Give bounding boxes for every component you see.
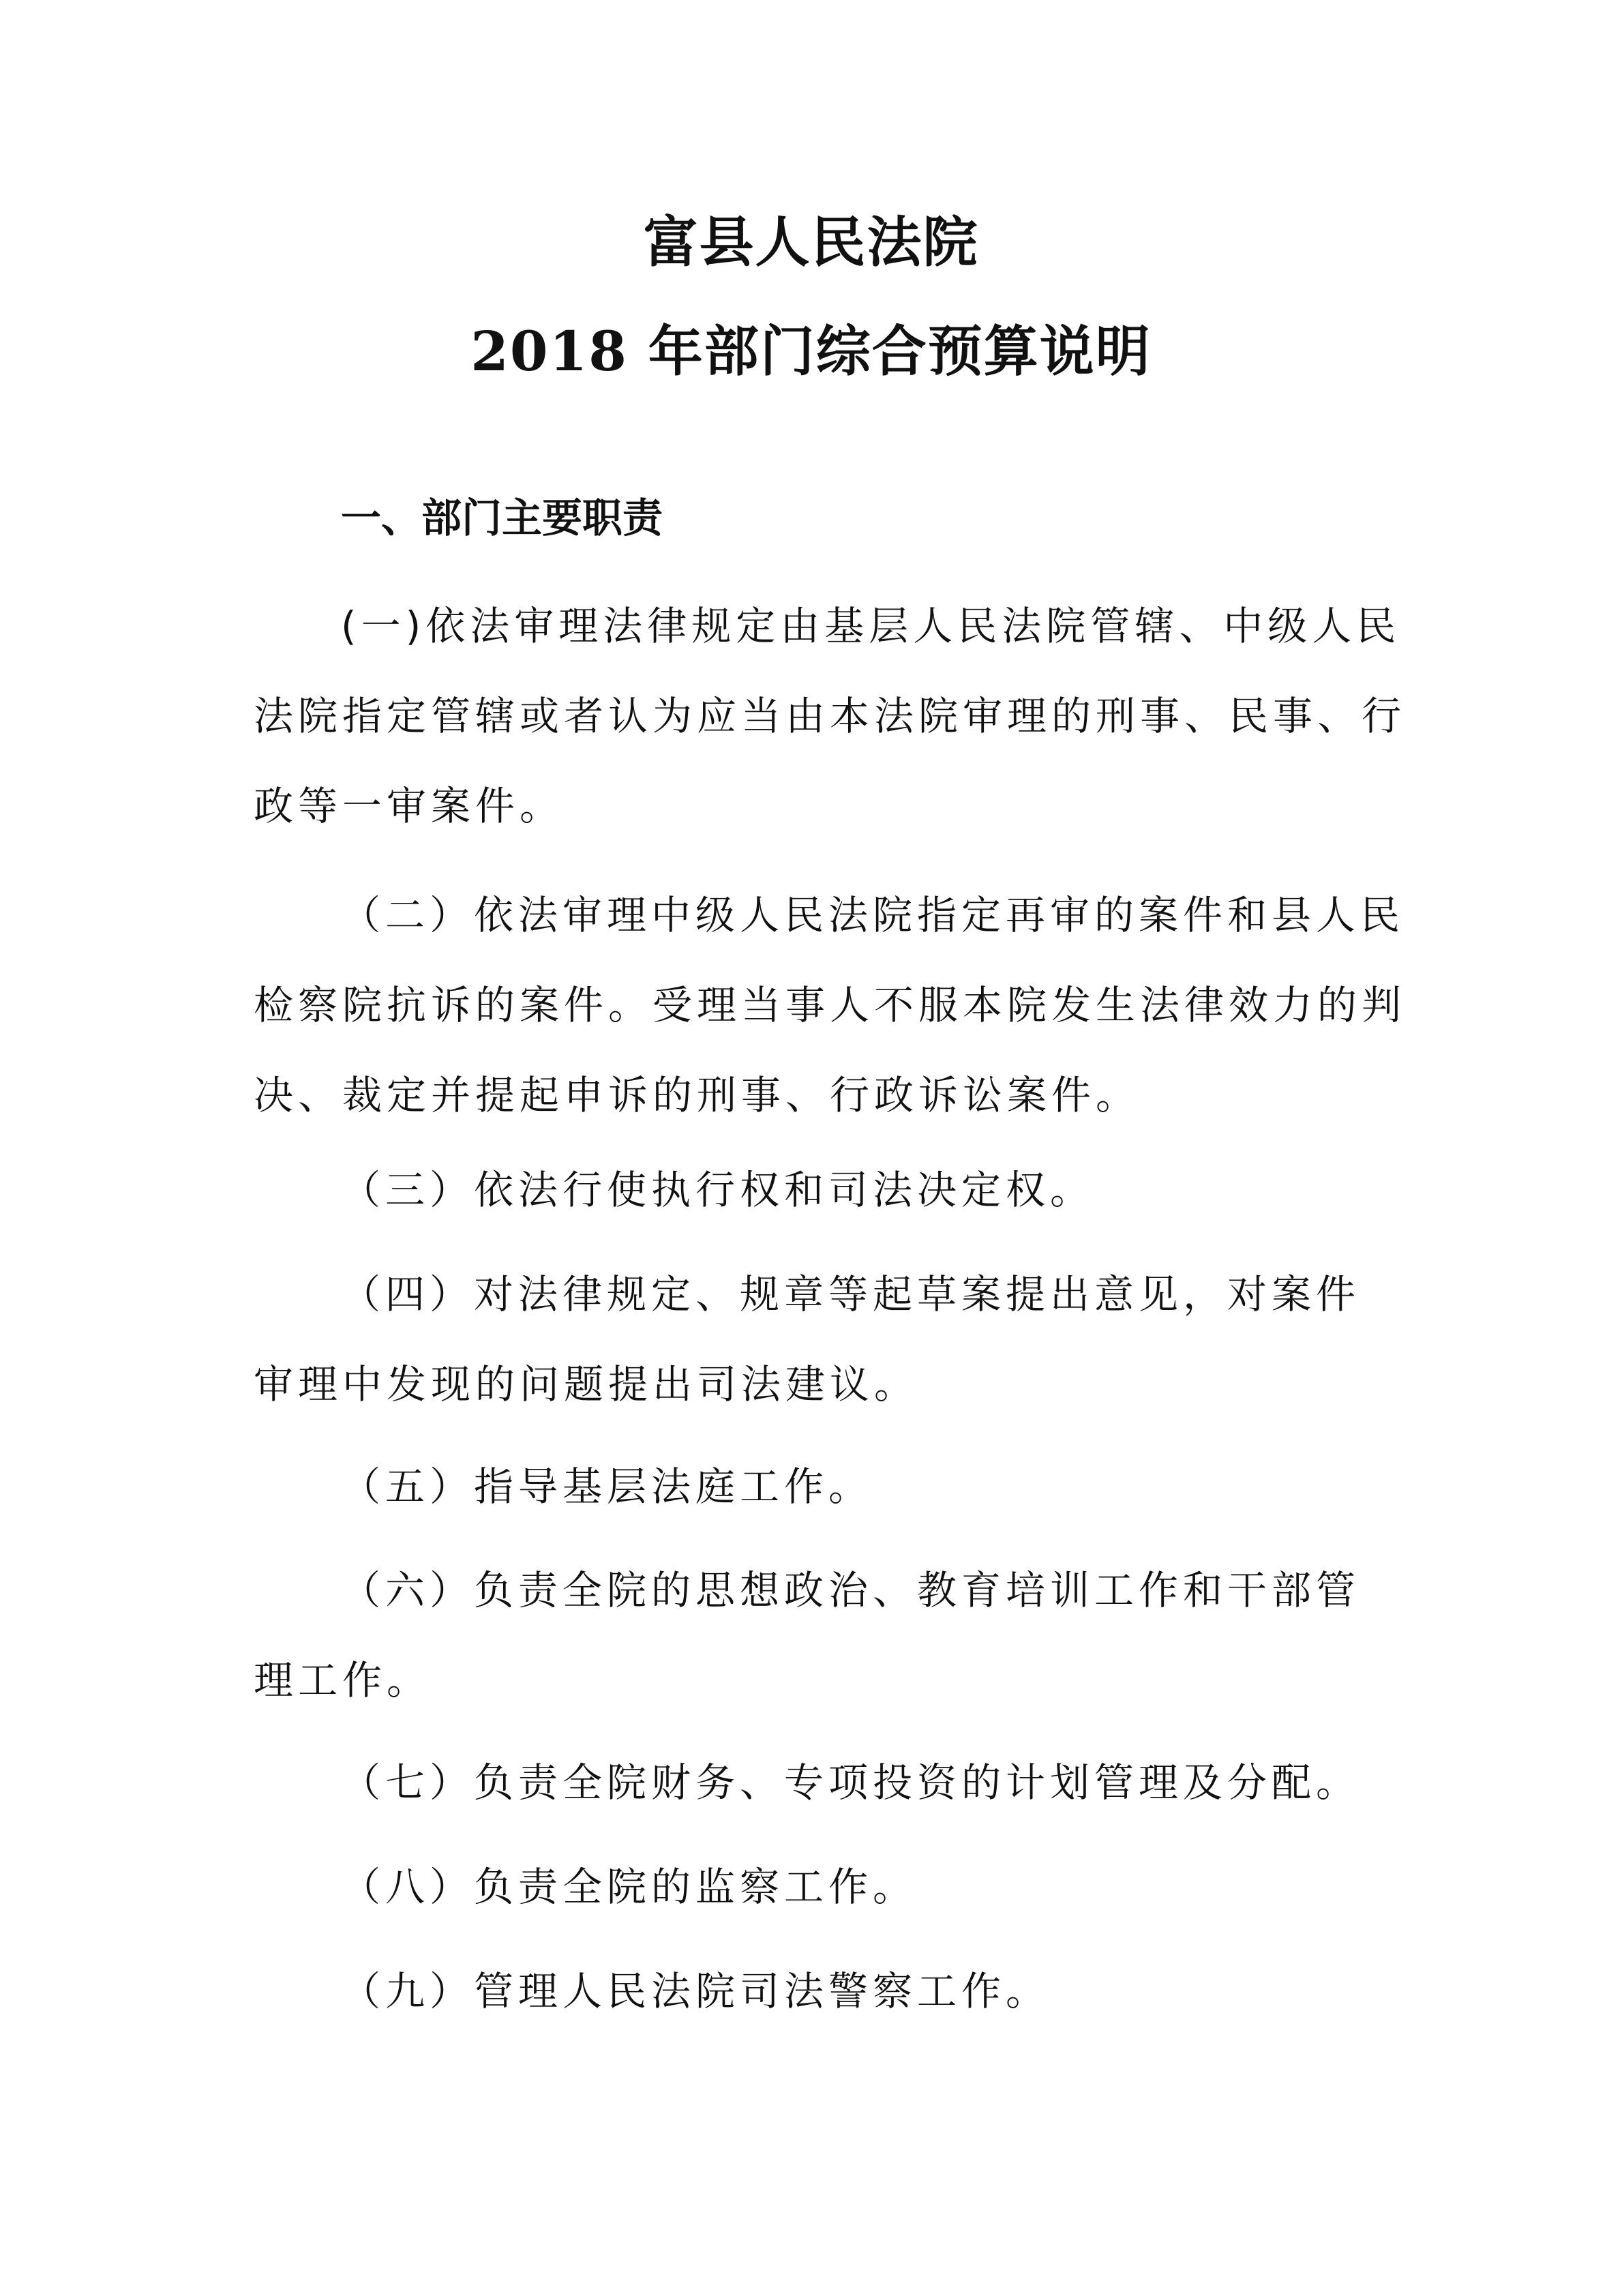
paragraph-line: （二）依法审理中级人民法院指定再审的案件和县人民 bbox=[341, 892, 1405, 938]
paragraph-5 bbox=[254, 1459, 1379, 1514]
paragraph-1 bbox=[254, 599, 1407, 833]
section-heading: 一、部门主要职责 bbox=[341, 494, 663, 541]
paragraph-line: 法院指定管辖或者认为应当由本法院审理的刑事、民事、行 bbox=[254, 693, 1407, 739]
paragraph-4 bbox=[254, 1267, 1379, 1412]
paragraph-line: 理工作。 bbox=[254, 1657, 432, 1703]
paragraph-9 bbox=[254, 1964, 1379, 2018]
paragraph-line: (一)依法审理法律规定由基层人民法院管辖、中级人民 bbox=[341, 603, 1401, 649]
paragraph-line: （五）指导基层法庭工作。 bbox=[341, 1463, 873, 1510]
paragraph-line: 检察院抗诉的案件。受理当事人不服本院发生法律效力的判 bbox=[254, 982, 1407, 1028]
paragraph-line: 决、裁定并提起申诉的刑事、行政诉讼案件。 bbox=[254, 1072, 1141, 1118]
paragraph-line: （四）对法律规定、规章等起草案提出意见，对案件 bbox=[341, 1271, 1361, 1317]
paragraph-2 bbox=[254, 888, 1407, 1122]
paragraph-6 bbox=[254, 1563, 1379, 1708]
paragraph-line: （八）负责全院的监察工作。 bbox=[341, 1864, 918, 1910]
paragraph-3 bbox=[254, 1163, 1379, 1217]
document-title-line-2: 2018 年部门综合预算说明 bbox=[470, 319, 1152, 383]
document-title-line-1: 富县人民法院 bbox=[643, 210, 979, 274]
paragraph-line: 审理中发现的问题提出司法建议。 bbox=[254, 1361, 919, 1407]
paragraph-line: （七）负责全院财务、专项投资的计划管理及分配。 bbox=[341, 1759, 1361, 1806]
paragraph-8 bbox=[254, 1860, 1379, 1914]
paragraph-line: （九）管理人民法院司法警察工作。 bbox=[341, 1968, 1051, 2014]
paragraph-line: 政等一审案件。 bbox=[254, 783, 565, 829]
paragraph-line: （三）依法行使执行权和司法决定权。 bbox=[341, 1167, 1095, 1213]
paragraph-line: （六）负责全院的思想政治、教育培训工作和干部管 bbox=[341, 1567, 1361, 1613]
paragraph-7 bbox=[254, 1755, 1379, 1810]
